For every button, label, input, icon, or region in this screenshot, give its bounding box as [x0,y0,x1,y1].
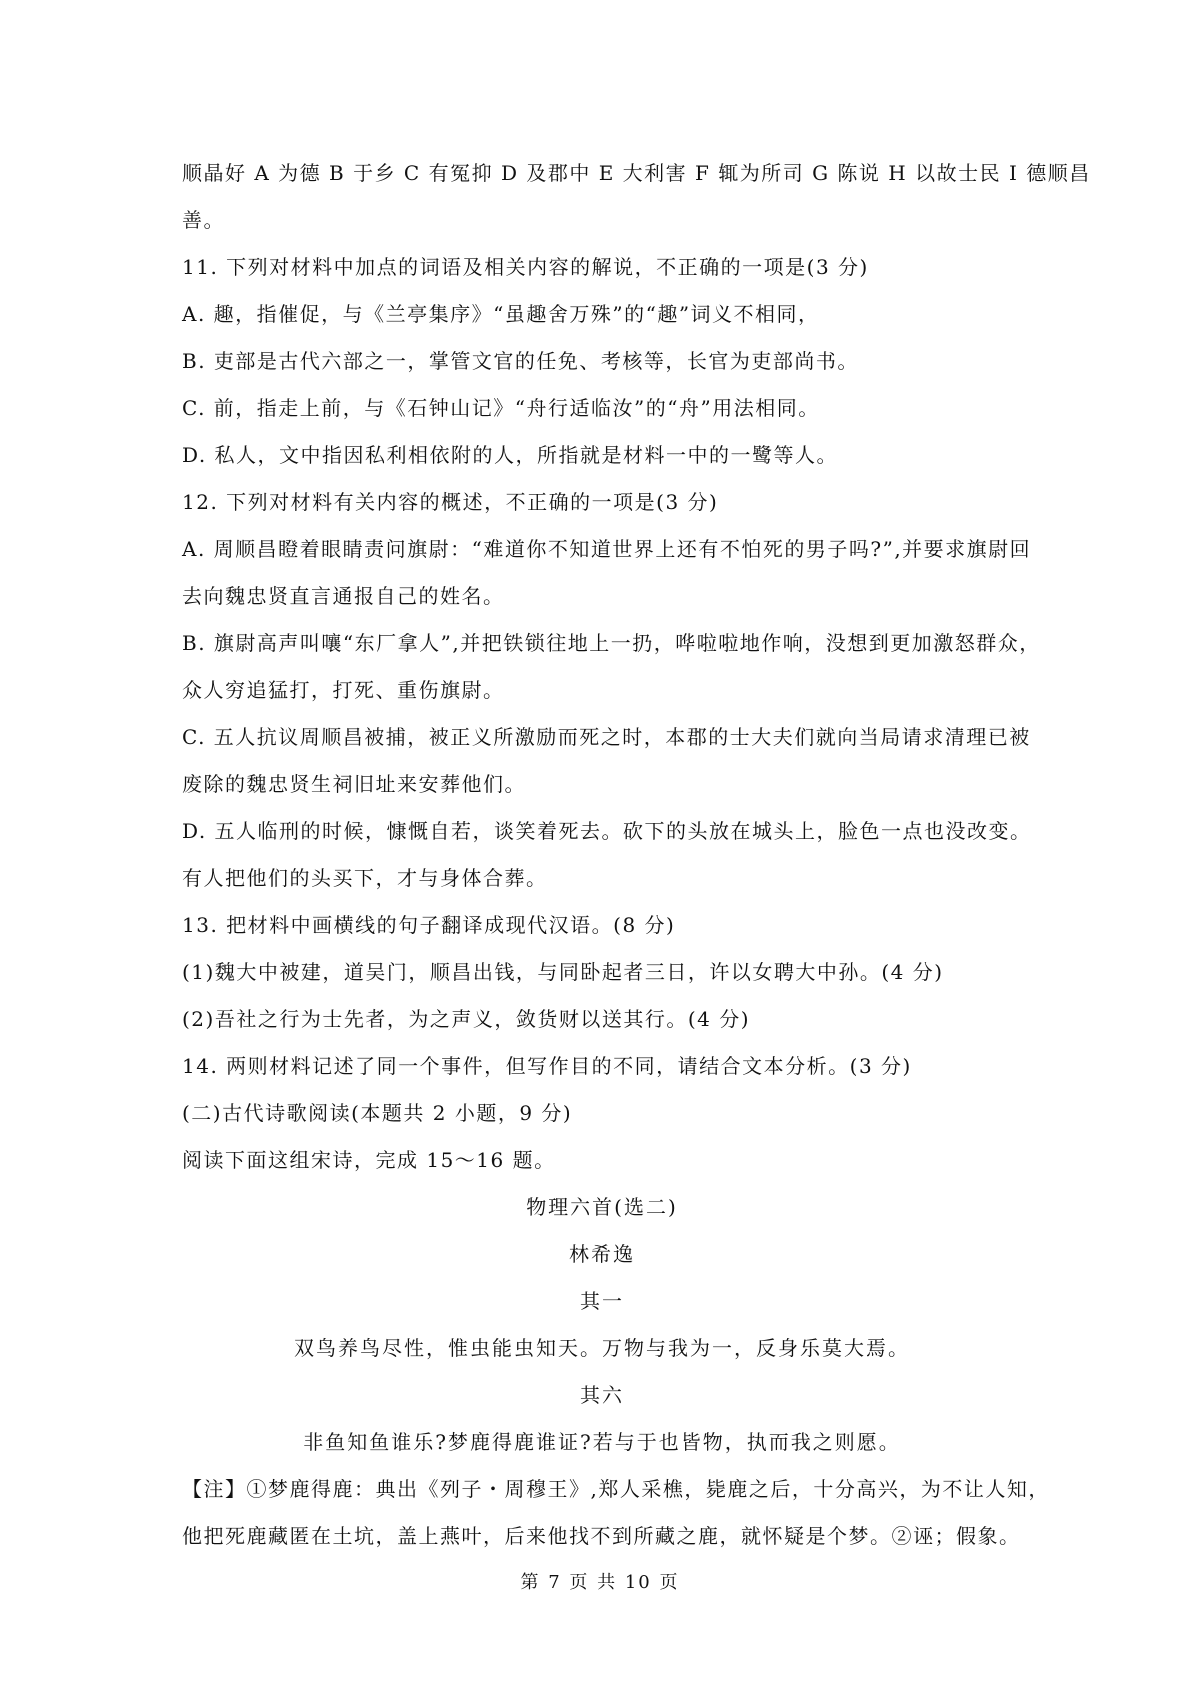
question-13-sentence-1: (1)魏大中被建，道吴门，顺昌出钱，与同卧起者三日，许以女聘大中孙。(4 分) [182,960,944,984]
question-13-sentence-2: (2)吾社之行为士先者，为之声义，敛货财以送其行。(4 分) [182,1007,751,1031]
section-instruction: 阅读下面这组宋诗，完成 15～16 题。 [182,1148,556,1172]
question-11-option-c: C. 前，指走上前，与《石钟山记》“舟行适临汝”的“舟”用法相同。 [182,396,820,420]
question-12-option-d: D. 五人临刑的时候，慷慨自若，谈笑着死去。砍下的头放在城头上，脸色一点也没改变。 [182,819,1032,843]
question-14-stem: 14. 两则材料记述了同一个事件，但写作目的不同，请结合文本分析。(3 分) [182,1054,912,1078]
poem-part-2-text: 非鱼知鱼谁乐?梦鹿得鹿谁证?若与于也皆物，执而我之则愿。 [303,1430,901,1454]
poem-block [182,1184,1022,1466]
question-12-option-c: C. 五人抗议周顺昌被捕，被正义所激励而死之时，本郡的士大夫们就向当局请求清理已被 [182,725,1031,749]
page-number-footer: 第 7 页 共 10 页 [520,1572,680,1593]
question-11-option-d: D. 私人，文中指因私利相依附的人，所指就是材料一中的一鹭等人。 [182,443,839,467]
paragraph-line: 善。 [182,208,225,232]
poem-author: 林希逸 [569,1242,635,1266]
note-line: 【注】①梦鹿得鹿：典出《列子・周穆王》,郑人采樵，毙鹿之后，十分高兴，为不让人知， [182,1477,1050,1501]
section-heading: (二)古代诗歌阅读(本题共 2 小题，9 分) [182,1101,573,1125]
paragraph-line: 顺晶好 A 为德 B 于乡 C 有冤抑 D 及郡中 E 大利害 F 辄为所司 G 陈说 H 以故士民 I 德顺昌 [182,161,1091,185]
question-11-option-a: A. 趣，指催促，与《兰亭集序》“虽趣舍万殊”的“趣”词义不相同， [182,302,820,326]
question-11-stem: 11. 下列对材料中加点的词语及相关内容的解说，不正确的一项是(3 分) [182,255,869,279]
question-12-option-b-cont: 众人穷追猛打，打死、重伤旗尉。 [182,678,505,702]
question-12-option-d-cont: 有人把他们的头买下，才与身体合葬。 [182,866,548,890]
question-12-option-a-cont: 去向魏忠贤直言通报自己的姓名。 [182,584,505,608]
question-13-stem: 13. 把材料中画横线的句子翻译成现代汉语。(8 分) [182,913,676,937]
poem-title: 物理六首(选二) [526,1195,678,1219]
question-12-option-c-cont: 废除的魏忠贤生祠旧址来安葬他们。 [182,772,526,796]
question-12-option-a: A. 周顺昌瞪着眼睛责问旗尉：“难道你不知道世界上还有不怕死的男子吗?”,并要求旗尉回 [182,537,1032,561]
question-12-stem: 12. 下列对材料有关内容的概述，不正确的一项是(3 分) [182,490,719,514]
note-line: 他把死鹿藏匿在土坑，盖上燕叶，后来他找不到所藏之鹿，就怀疑是个梦。②诬；假象。 [182,1524,1021,1548]
poem-part-2-label: 其六 [580,1383,624,1407]
poem-part-1-label: 其一 [580,1289,624,1313]
poem-part-1-text: 双鸟养鸟尽性，惟虫能虫知天。万物与我为一，反身乐莫大焉。 [294,1336,910,1360]
question-12-option-b: B. 旗尉高声叫嚷“东厂拿人”,并把铁锁往地上一扔，哗啦啦地作响，没想到更加激怒群众， [182,631,1041,655]
page-content [182,150,1091,1560]
question-11-option-b: B. 吏部是古代六部之一，掌管文官的任免、考核等，长官为吏部尚书。 [182,349,859,373]
